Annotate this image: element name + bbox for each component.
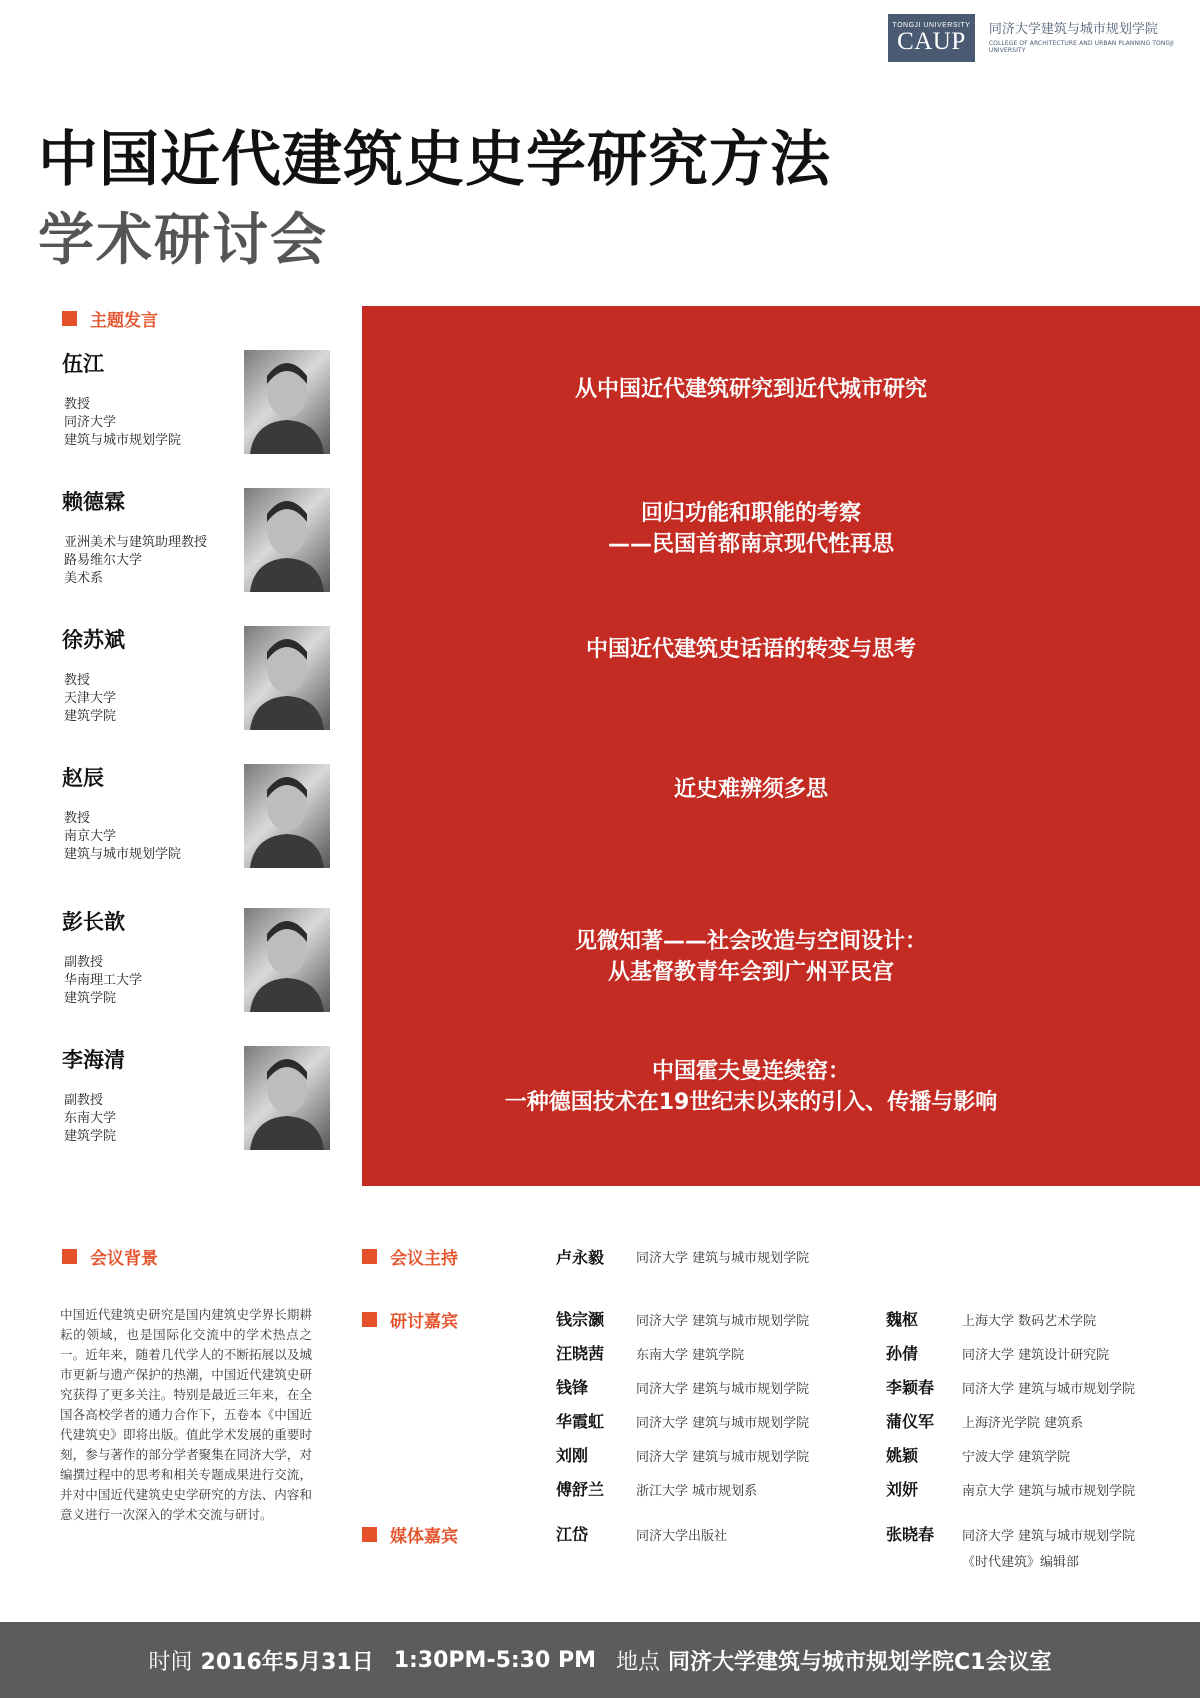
logo-en-text: COLLEGE OF ARCHITECTURE AND URBAN PLANNING TONGJI UNIVERSITY [988, 40, 1174, 54]
keynote-topic [362, 1056, 1200, 1118]
logo-wordmark [989, 22, 1200, 54]
speaker-affiliation-line: 建筑与城市规划学院 [64, 847, 182, 862]
guest-institution: 宁波大学 建筑学院 [962, 1450, 1071, 1465]
keynote-topic-line: 中国近代建筑史话语的转变与思考 [585, 637, 916, 662]
speaker-photo [244, 626, 330, 730]
guest-institution: 同济大学 建筑与城市规划学院 [962, 1382, 1136, 1397]
speaker-affiliation-line: 天津大学 [64, 691, 117, 706]
keynote-topic-line: ——民国首都南京现代性再思 [607, 532, 894, 557]
background-text: 中国近代建筑史研究是国内建筑史学界长期耕耘的领域，也是国际化交流中的学术热点之一。近年来，随着几代学人的不断拓展以及城市更新与遗产保护的热潮，中国近代建筑史研究获得了更多关注。特别是最近三年来，在全国各高校学者的通力合作下，五卷本《中国近代建筑史》即将出版。值此学术发展的重要时刻，参与著作的部分学者聚集在同济大学，对编撰过程中的思考和相关专题成果进行交流，并对中国近代建筑史史学研究的方法、内容和意义进行一次深入的学术交流与研讨。 [60, 1307, 312, 1522]
guests-heading-label: 研讨嘉宾 [390, 1312, 458, 1332]
keynote-topic-line: 中国霍夫曼连续窑： [651, 1059, 850, 1084]
speaker-affiliation [64, 672, 116, 726]
speaker-name: 赵辰 [62, 766, 104, 790]
keynote-heading-label: 主题发言 [90, 311, 158, 331]
speaker-affiliation-line: 东南大学 [64, 1111, 117, 1126]
keynote-heading [62, 306, 158, 331]
speaker-affiliation-line: 建筑学院 [64, 1129, 117, 1144]
background-heading-label: 会议背景 [90, 1249, 158, 1269]
speaker-affiliation-line: 建筑学院 [64, 709, 117, 724]
logo-mark [888, 14, 975, 62]
page-title: 中国近代建筑史史学研究方法 [38, 125, 831, 195]
event-hours: 1:30PM-5:30 PM [393, 1647, 596, 1673]
event-date: 2016年5月31日 [200, 1649, 374, 1675]
guest-name: 孙倩 [886, 1344, 919, 1363]
guest-institution: 同济大学 建筑与城市规划学院 [636, 1450, 810, 1465]
keynote-topic-line: 从基督教青年会到广州平民宫 [607, 960, 894, 985]
guest-institution: 同济大学 建筑与城市规划学院 [636, 1382, 810, 1397]
speaker-affiliation [64, 810, 181, 864]
keynote-topic-line: 见微知著——社会改造与空间设计： [574, 929, 927, 954]
section-marker-icon [362, 1527, 377, 1542]
section-marker-icon [362, 1312, 377, 1327]
speaker-affiliation-line: 教授 [64, 673, 91, 688]
guest-institution: 上海济光学院 建筑系 [962, 1416, 1084, 1431]
guest-institution: 上海大学 数码艺术学院 [962, 1314, 1097, 1329]
speaker-name: 李海清 [62, 1048, 125, 1072]
guest-institution: 浙江大学 城市规划系 [636, 1484, 758, 1499]
host-heading [362, 1244, 458, 1269]
guests-heading [362, 1307, 458, 1332]
logo-top-text: TONGJI UNIVERSITY [892, 21, 971, 29]
media-guest-name: 江岱 [556, 1525, 589, 1544]
speaker-affiliation-line: 美术系 [64, 571, 104, 586]
speaker-affiliation-line: 南京大学 [64, 829, 117, 844]
media-guest-name: 张晓春 [886, 1525, 935, 1544]
speaker-affiliation-line: 建筑与城市规划学院 [64, 433, 182, 448]
speaker-photo [244, 1046, 330, 1150]
speaker-affiliation [64, 954, 142, 1008]
media-guest-institution: 同济大学 建筑与城市规划学院 [962, 1529, 1136, 1544]
guest-name: 钱锋 [556, 1378, 589, 1397]
host-heading-label: 会议主持 [390, 1249, 458, 1269]
speaker-card [62, 624, 332, 724]
section-marker-icon [362, 1249, 377, 1264]
keynote-topic-line: 一种德国技术在19世纪末以来的引入、传播与影响 [504, 1090, 998, 1115]
place-label: 地点 [615, 1649, 660, 1675]
speaker-name: 徐苏斌 [62, 628, 125, 652]
speaker-affiliation-line: 副教授 [64, 1093, 104, 1108]
topics-panel [362, 306, 1200, 1186]
guest-institution: 南京大学 建筑与城市规划学院 [962, 1484, 1136, 1499]
media-heading [362, 1522, 458, 1547]
speaker-affiliation-line: 华南理工大学 [64, 973, 143, 988]
background-heading [62, 1244, 158, 1269]
speaker-photo [244, 908, 330, 1012]
speaker-affiliation-line: 教授 [64, 811, 91, 826]
speaker-affiliation-line: 同济大学 [64, 415, 117, 430]
speaker-card [62, 906, 332, 1006]
guest-name: 刘刚 [556, 1446, 589, 1465]
host-institution: 同济大学 建筑与城市规划学院 [636, 1251, 810, 1266]
speaker-name: 伍江 [62, 352, 104, 376]
keynote-topic [362, 498, 1200, 560]
speaker-affiliation-line: 亚洲美术与建筑助理教授 [64, 535, 208, 550]
speaker-card [62, 762, 332, 862]
speaker-photo [244, 764, 330, 868]
speaker-affiliation [64, 1092, 116, 1146]
speaker-affiliation-line: 建筑学院 [64, 991, 117, 1006]
speaker-card [62, 348, 332, 448]
guest-name: 姚颖 [886, 1446, 919, 1465]
logo-cn-text: 同济大学建筑与城市规划学院 [988, 22, 1158, 37]
caup-logo [888, 14, 1200, 62]
keynote-topic-line: 近史难辨须多思 [673, 777, 828, 802]
keynote-topic-line: 回归功能和职能的考察 [640, 501, 861, 526]
event-info-bar [0, 1622, 1200, 1698]
logo-main-text: CAUP [897, 27, 966, 55]
keynote-topic [362, 926, 1200, 988]
keynote-topic [362, 374, 1200, 405]
speaker-affiliation-line: 教授 [64, 397, 91, 412]
guest-name: 汪晓茜 [556, 1344, 605, 1363]
media-heading-label: 媒体嘉宾 [390, 1527, 458, 1547]
section-marker-icon [62, 1249, 77, 1264]
speaker-affiliation-line: 路易维尔大学 [64, 553, 143, 568]
speaker-name: 彭长歆 [62, 910, 125, 934]
host-name: 卢永毅 [556, 1248, 605, 1267]
guest-institution: 东南大学 建筑学院 [636, 1348, 745, 1363]
guest-name: 李颖春 [886, 1378, 935, 1397]
keynote-topic [362, 774, 1200, 805]
guest-name: 刘妍 [886, 1480, 919, 1499]
guest-institution: 同济大学 建筑设计研究院 [962, 1348, 1110, 1363]
speaker-photo [244, 350, 330, 454]
media-guest-institution: 同济大学出版社 [636, 1529, 728, 1544]
speaker-card [62, 1044, 332, 1144]
guest-institution: 同济大学 建筑与城市规划学院 [636, 1416, 810, 1431]
speaker-affiliation [64, 396, 181, 450]
media-guest-institution-2: 《时代建筑》编辑部 [962, 1555, 1080, 1570]
keynote-topic-line: 从中国近代建筑研究到近代城市研究 [574, 377, 927, 402]
guest-name: 钱宗灏 [556, 1310, 605, 1329]
keynote-topic [362, 634, 1200, 665]
page-subtitle: 学术研讨会 [38, 208, 328, 273]
speaker-affiliation [64, 534, 207, 588]
guest-institution: 同济大学 建筑与城市规划学院 [636, 1314, 810, 1329]
time-label: 时间 [148, 1649, 193, 1675]
guest-name: 傅舒兰 [556, 1480, 605, 1499]
speaker-name: 赖德霖 [62, 490, 125, 514]
speaker-card [62, 486, 332, 586]
speaker-affiliation-line: 副教授 [64, 955, 104, 970]
event-place: 同济大学建筑与城市规划学院C1会议室 [667, 1649, 1052, 1675]
guest-name: 华霞虹 [556, 1412, 605, 1431]
section-marker-icon [62, 311, 77, 326]
speaker-photo [244, 488, 330, 592]
guest-name: 魏枢 [886, 1310, 919, 1329]
guest-name: 蒲仪军 [886, 1412, 935, 1431]
